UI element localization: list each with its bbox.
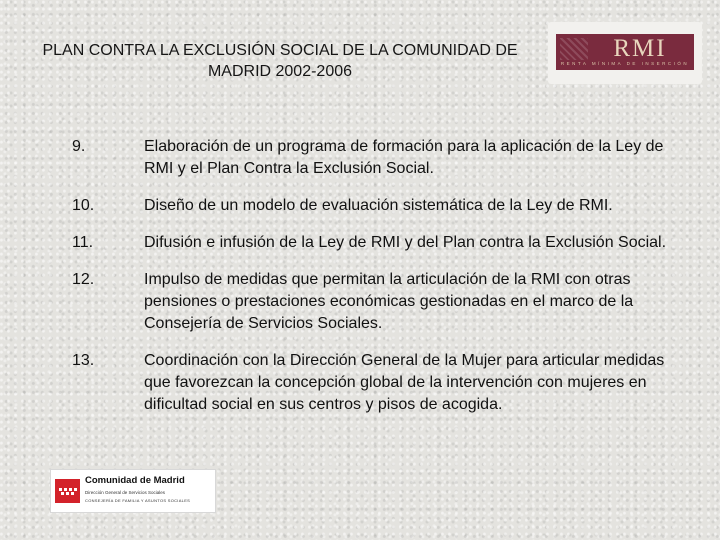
rmi-logo-tagline: RENTA MÍNIMA DE INSERCIÓN [560, 61, 690, 66]
madrid-flag-icon [55, 479, 80, 503]
list-item [72, 232, 692, 254]
item-number: 12. [72, 271, 95, 288]
item-text: Elaboración de un programa de formación para la aplicación de la Ley de RMI y el Plan Contra la Exclusión Social. [144, 138, 664, 177]
item-text: Impulso de medidas que permitan la articulación de la RMI con otras pensiones o prestaciones económicas gestionadas en el marco de la Consejería de Servicios Sociales. [144, 271, 634, 332]
item-number: 13. [72, 352, 95, 369]
rmi-logo-band [556, 34, 694, 70]
item-text: Difusión e infusión de la Ley de RMI y del Plan contra la Exclusión Social. [144, 234, 667, 251]
list-item [72, 136, 692, 180]
comunidad-de-madrid-logo [50, 469, 216, 513]
list-item [72, 350, 692, 416]
measures-list [72, 136, 692, 416]
cam-logo-directorate: Dirección General de Servicios Sociales [85, 490, 166, 495]
cam-logo-name: Comunidad de Madrid [85, 475, 185, 486]
item-text: Diseño de un modelo de evaluación sistemática de la Ley de RMI. [144, 197, 613, 214]
item-number: 9. [72, 138, 86, 155]
rmi-logo-wordmark: RMI [613, 35, 667, 62]
item-number: 11. [72, 234, 94, 251]
rmi-logo-pattern [560, 38, 588, 60]
rmi-logo [548, 22, 702, 84]
list-item [72, 269, 692, 335]
list-item [72, 195, 692, 217]
cam-logo-ministry: CONSEJERÍA DE FAMILIA Y ASUNTOS SOCIALES [85, 498, 191, 503]
item-number: 10. [72, 197, 95, 214]
item-text: Coordinación con la Dirección General de la Mujer para articular medidas que favorezcan la concepción global de la intervención con mujeres en dificultad social en sus centros y pisos de acogida. [144, 352, 665, 413]
page-title: PLAN CONTRA LA EXCLUSIÓN SOCIAL DE LA COMUNIDAD DE MADRID 2002-2006 [42, 42, 518, 80]
